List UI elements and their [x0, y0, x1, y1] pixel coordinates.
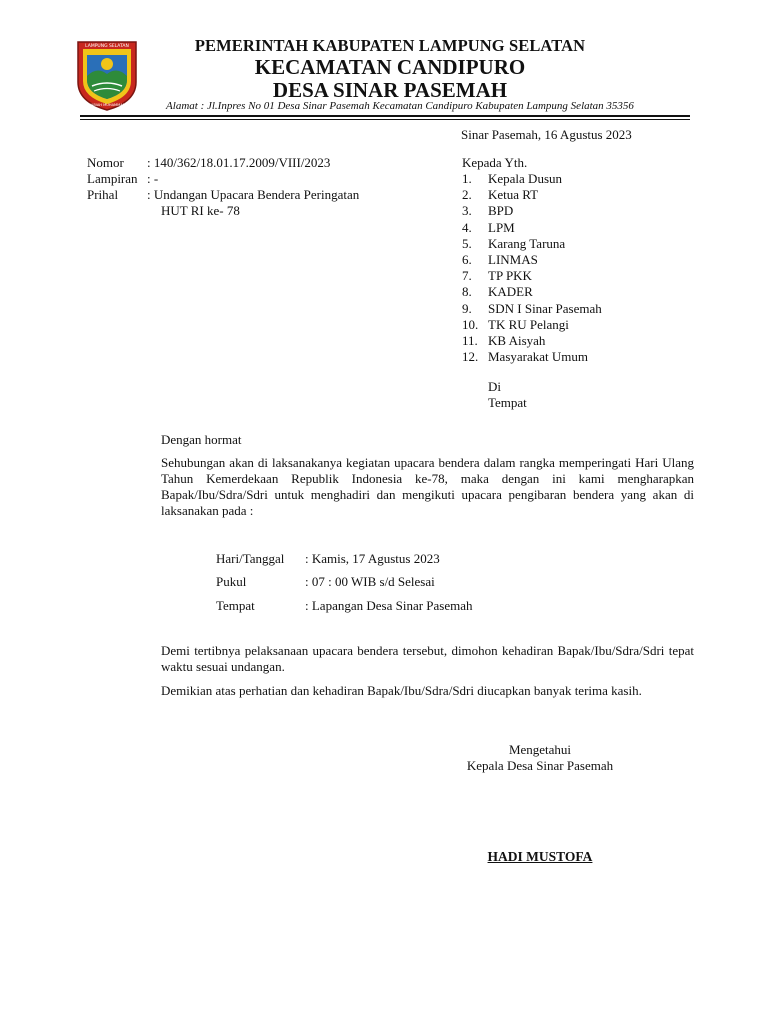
recipient-item — [462, 301, 602, 317]
recipient-number: 1. — [462, 171, 472, 186]
recipient-number: 7. — [462, 268, 472, 284]
recipient-name: LINMAS — [488, 252, 538, 268]
recipient-name: KB Aisyah — [488, 333, 546, 349]
recipient-name: TP PKK — [488, 268, 532, 284]
letterhead-government: PEMERINTAH KABUPATEN LAMPUNG SELATAN — [194, 36, 586, 55]
signature-name: HADI MUSTOFA — [487, 849, 593, 864]
nomor-label: Nomor — [87, 155, 124, 170]
recipient-number: 2. — [462, 187, 472, 203]
letterhead-address: Alamat : Jl.Inpres No 01 Desa Sinar Pasemah Kecamatan Candipuro Kabupaten Lampung Selatan 35356 — [166, 100, 634, 112]
body-paragraph-3: Demikian atas perhatian dan kehadiran Bapak/Ibu/Sdra/Sdri diucapkan banyak terima kasih. — [161, 683, 642, 698]
recipient-item — [462, 268, 602, 284]
letterhead-divider-thick — [80, 115, 690, 117]
lampiran-value: : - — [147, 171, 159, 186]
recipients-di: Di — [488, 379, 501, 394]
lampiran-label: Lampiran — [87, 171, 138, 186]
recipient-number: 3. — [462, 203, 472, 219]
letter-date: Sinar Pasemah, 16 Agustus 2023 — [461, 127, 632, 142]
recipient-number: 9. — [462, 300, 472, 316]
recipient-item — [462, 171, 602, 187]
recipient-number: 10. — [462, 316, 479, 332]
recipient-name: BPD — [488, 203, 514, 219]
recipient-name: TK RU Pelangi — [488, 316, 569, 332]
recipient-name: KADER — [488, 284, 533, 300]
letterhead-village: DESA SINAR PASEMAH — [272, 78, 508, 102]
recipient-name: Kepala Dusun — [488, 171, 563, 186]
letterhead-district: KECAMATAN CANDIPURO — [254, 55, 526, 79]
event-place-label: Tempat — [216, 598, 255, 613]
recipient-name: Masyarakat Umum — [488, 349, 589, 365]
recipients-list — [462, 171, 602, 365]
event-time-value: : 07 : 00 WIB s/d Selesai — [305, 574, 435, 589]
body-paragraph-1: Sehubungan akan di laksanakanya kegiatan upacara bendera dalam rangka memperingati Hari Ulang Tahun Kemerdekaan Republik Indonesia ke-78, maka dengan ini kami mengharapkan Bapak/Ibu/Sdra/Sdri untuk menghadiri dan mengikuti upacara pengibaran bendera yang akan di laksanakan pada : — [161, 455, 694, 518]
event-day-value: : Kamis, 17 Agustus 2023 — [305, 551, 440, 566]
recipient-item — [462, 333, 602, 349]
event-time-label: Pukul — [216, 574, 247, 589]
recipient-item — [462, 236, 602, 252]
logo-text-bottom: SABIAH MUHAMMAD — [88, 103, 126, 107]
recipients-heading: Kepada Yth. — [462, 155, 528, 170]
recipient-item — [462, 203, 602, 219]
body-paragraph-2: Demi tertibnya pelaksanaan upacara bendera tersebut, dimohon kehadiran Bapak/Ibu/Sdra/Sdri tepat waktu sesuai undangan. — [161, 643, 694, 674]
logo-text-top: LAMPUNG SELATAN — [85, 44, 129, 49]
recipient-name: LPM — [488, 219, 515, 235]
recipient-number: 12. — [462, 349, 479, 365]
event-day-label: Hari/Tanggal — [216, 551, 285, 566]
prihal-label: Prihal — [87, 187, 119, 202]
recipient-item — [462, 349, 602, 365]
prihal-continuation: HUT RI ke- 78 — [161, 203, 240, 218]
recipient-number: 11. — [462, 333, 478, 349]
recipient-item — [462, 284, 602, 300]
nomor-value: : 140/362/18.01.17.2009/VIII/2023 — [147, 155, 331, 170]
recipient-item — [462, 220, 602, 236]
recipient-name: SDN I Sinar Pasemah — [488, 300, 602, 316]
recipient-name: Ketua RT — [488, 187, 539, 203]
signature-acknowledged: Mengetahui — [508, 742, 572, 757]
signature-title: Kepala Desa Sinar Pasemah — [466, 758, 614, 773]
recipient-number: 8. — [462, 284, 472, 300]
recipient-item — [462, 187, 602, 203]
recipient-item — [462, 252, 602, 268]
recipient-name: Karang Taruna — [488, 235, 566, 251]
recipient-item — [462, 317, 602, 333]
prihal-value: : Undangan Upacara Bendera Peringatan — [147, 187, 360, 202]
greeting: Dengan hormat — [161, 432, 242, 447]
letterhead-divider-thin — [80, 119, 690, 120]
recipient-number: 5. — [462, 235, 472, 251]
event-place-value: : Lapangan Desa Sinar Pasemah — [305, 598, 473, 613]
recipient-number: 4. — [462, 219, 472, 235]
recipient-number: 6. — [462, 252, 472, 268]
recipients-tempat: Tempat — [488, 395, 527, 410]
